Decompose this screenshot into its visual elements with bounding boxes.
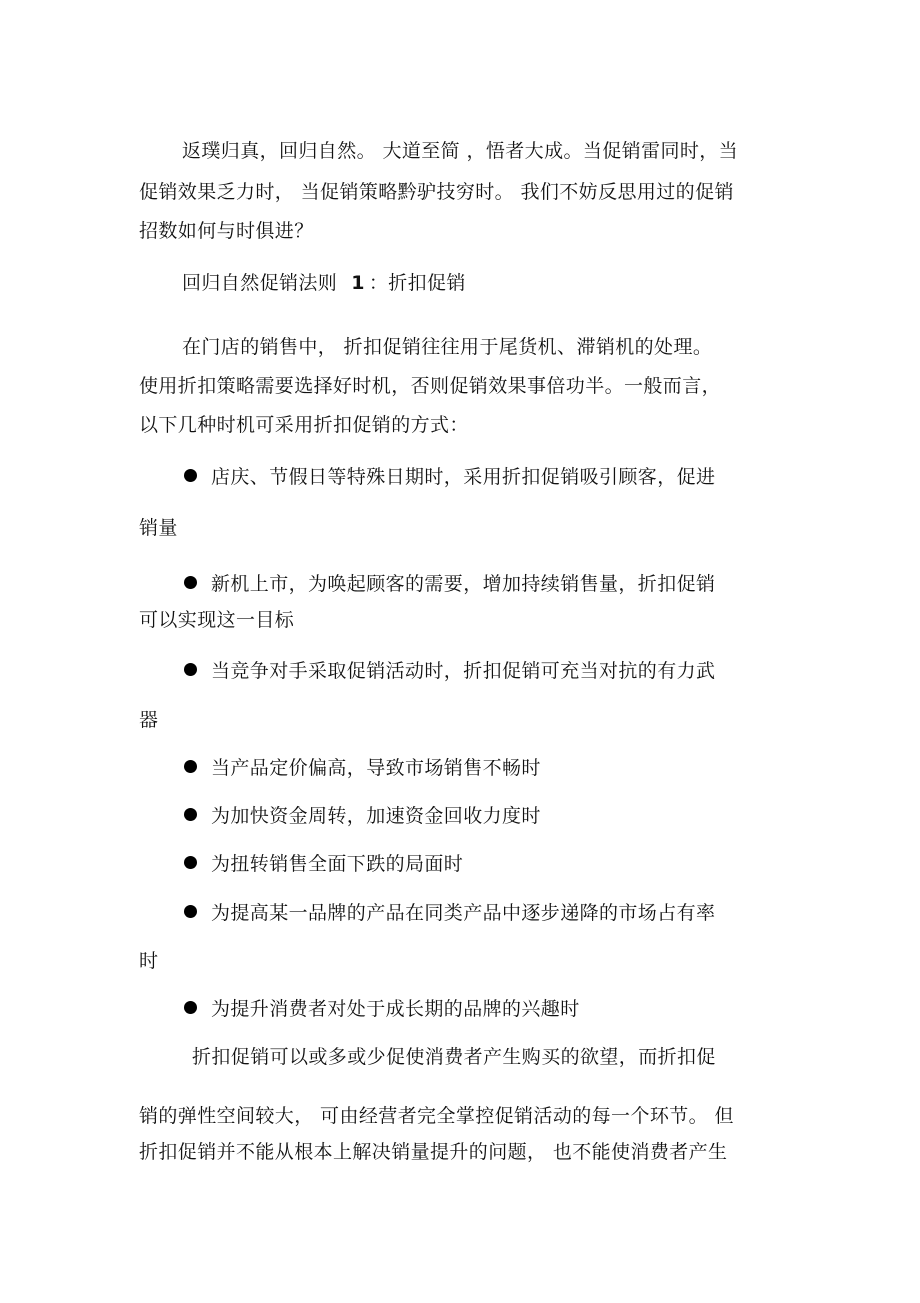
bullet-dot-icon xyxy=(184,469,197,482)
bullet-text: 为加快资金周转，加速资金回收力度时 xyxy=(211,805,541,827)
heading-number: 1 xyxy=(351,272,365,294)
bullet-text: 为提高某一品牌的产品在同类产品中逐步递降的市场占有率 xyxy=(211,902,716,924)
bullet-continuation: 时 xyxy=(139,950,159,972)
bullet-text: 新机上市，为唤起顾客的需要，增加持续销售量，折扣促销 xyxy=(211,573,716,595)
bullet-dot-icon xyxy=(184,856,197,869)
bullet-text: 店庆、节假日等特殊日期时，采用折扣促销吸引顾客，促进 xyxy=(211,466,716,488)
bullet-continuation: 可以实现这一目标 xyxy=(139,609,295,631)
store-line-1: 在门店的销售中， 折扣促销往往用于尾货机、滞销机的处理。 xyxy=(182,336,713,358)
bullet-item xyxy=(184,803,541,829)
bullet-item xyxy=(184,996,580,1022)
bullet-item xyxy=(184,851,463,877)
heading-prefix: 回归自然促销法则 xyxy=(182,272,338,294)
intro-line-3: 招数如何与时俱进？ xyxy=(139,220,314,242)
bullet-item xyxy=(184,571,715,597)
bullet-dot-icon xyxy=(184,808,197,821)
bullet-text: 为扭转销售全面下跌的局面时 xyxy=(211,853,464,875)
bullet-item xyxy=(184,900,715,926)
bullet-text: 为提升消费者对处于成长期的品牌的兴趣时 xyxy=(211,998,580,1020)
conclusion-line-1: 折扣促销可以或多或少促使消费者产生购买的欲望，而折扣促 xyxy=(192,1046,716,1068)
bullet-dot-icon xyxy=(184,663,197,676)
bullet-item xyxy=(184,755,541,781)
bullet-item xyxy=(184,658,715,684)
bullet-continuation: 器 xyxy=(139,709,159,731)
conclusion-line-3: 折扣促销并不能从根本上解决销量提升的问题， 也不能使消费者产生 xyxy=(139,1141,728,1163)
bullet-text: 当产品定价偏高，导致市场销售不畅时 xyxy=(211,757,541,779)
store-line-2: 使用折扣策略需要选择好时机，否则促销效果事倍功半。一般而言， xyxy=(139,375,722,397)
heading-suffix: ：折扣促销 xyxy=(368,272,466,294)
bullet-dot-icon xyxy=(184,1001,197,1014)
intro-line-1: 返璞归真，回归自然。 大道至简 ，悟者大成。当促销雷同时，当 xyxy=(182,140,739,162)
bullet-dot-icon xyxy=(184,760,197,773)
bullet-continuation: 销量 xyxy=(139,517,178,539)
intro-line-2: 促销效果乏力时， 当促销策略黔驴技穷时。 我们不妨反思用过的促销 xyxy=(139,181,734,203)
bullet-dot-icon xyxy=(184,905,197,918)
section-heading xyxy=(182,270,466,296)
conclusion-line-2: 销的弹性空间较大， 可由经营者完全掌控促销活动的每一个环节。 但 xyxy=(139,1105,734,1127)
store-line-3: 以下几种时机可采用折扣促销的方式： xyxy=(139,414,469,436)
bullet-item xyxy=(184,464,715,490)
bullet-dot-icon xyxy=(184,576,197,589)
bullet-text: 当竞争对手采取促销活动时，折扣促销可充当对抗的有力武 xyxy=(211,660,716,682)
